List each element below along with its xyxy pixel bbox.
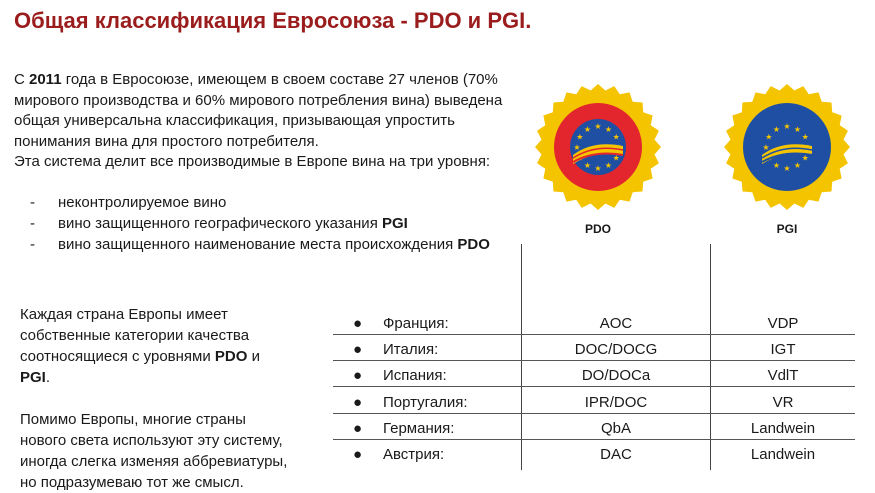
pdo-value: DAC xyxy=(600,446,632,463)
star-icon: ★ xyxy=(783,122,791,131)
pgi-value: Landwein xyxy=(750,446,816,463)
bullet-icon: ● xyxy=(353,341,363,358)
pgi-seal-logo xyxy=(722,80,852,214)
star-icon: ★ xyxy=(772,161,781,171)
country-label: Португалия: xyxy=(383,394,468,411)
pgi-logo-panel xyxy=(710,74,864,244)
table-row xyxy=(333,312,855,338)
levels-list xyxy=(30,192,490,255)
pdo-value: DO/DOCa xyxy=(581,367,651,384)
level-item: - неконтролируемое вино xyxy=(30,194,227,211)
pgi-value: IGT xyxy=(770,341,796,358)
star-icon: ★ xyxy=(604,124,613,134)
level-item: - вино защищенного наименование места происхождения PDO xyxy=(30,236,490,253)
star-icon: ★ xyxy=(573,143,581,152)
star-icon: ★ xyxy=(612,153,620,163)
pdo-value: IPR/DOC xyxy=(584,394,648,411)
star-icon: ★ xyxy=(765,132,773,142)
pdo-seal-logo xyxy=(533,80,663,214)
intro-year: 2011 xyxy=(29,71,62,88)
country-label: Австрия: xyxy=(383,446,445,463)
intro-text xyxy=(14,70,504,173)
pgi-caption: PGI xyxy=(776,222,798,236)
side-notes xyxy=(20,304,290,493)
bullet-icon: ● xyxy=(353,367,363,384)
star-icon: ★ xyxy=(762,143,770,152)
pdo-value: QbA xyxy=(600,420,631,437)
intro-paragraph-1: С 2011 года в Евросоюзе, имеющем в своем составе 27 членов (70% мирового производства и 60% мирового потребления вина) выведена общая универсальна классификация, призывающая упростить понимания вина для простого потребителя. xyxy=(14,71,503,150)
star-icon: ★ xyxy=(783,164,791,173)
pgi-ring-text: PROTECTED GEOGRAPHICAL INDICATION xyxy=(733,92,842,202)
page-title: Общая классификация Евросоюза - PDO и PGI. xyxy=(14,8,532,33)
country-label: Германия: xyxy=(383,420,455,437)
pdo-value: AOC xyxy=(599,315,633,332)
pdo-value: DOC/DOCG xyxy=(574,341,658,358)
table-row xyxy=(333,364,855,390)
bullet-icon: ● xyxy=(353,315,363,332)
bullet-icon: ● xyxy=(353,394,363,411)
side-paragraph-1: Каждая страна Европы имеет собственные категории качества соотносящиеся с уровнями PDO и PGI. xyxy=(20,306,260,386)
bullet-icon: ● xyxy=(353,446,363,463)
bullet-icon: ● xyxy=(353,420,363,437)
pdo-logo-panel xyxy=(521,74,675,244)
star-icon: ★ xyxy=(583,124,592,134)
country-label: Италия: xyxy=(383,341,439,358)
intro-paragraph-2: Эта система делит все производимые в Европе вина на три уровня: xyxy=(14,153,491,170)
pdo-ring-text: PROTECTED DESIGNATION OF ORIGIN xyxy=(544,92,653,201)
table-row xyxy=(333,338,855,364)
table-row xyxy=(333,417,855,443)
pdo-caption: PDO xyxy=(584,222,611,236)
country-label: Испания: xyxy=(383,367,447,384)
star-icon: ★ xyxy=(594,122,602,131)
star-icon: ★ xyxy=(793,161,802,171)
country-label: Франция: xyxy=(383,315,449,332)
side-paragraph-2: Помимо Европы, многие страны нового света используют эту систему, иногда слегка изменяя аббревиатуры, но подразумеваю тот же смысл. xyxy=(20,411,288,491)
table-row xyxy=(333,443,855,469)
pgi-value: VDP xyxy=(767,315,799,332)
pgi-value: VdlT xyxy=(767,367,799,384)
star-icon: ★ xyxy=(594,164,602,173)
pgi-value: VR xyxy=(772,394,794,411)
star-icon: ★ xyxy=(576,132,584,142)
table-row xyxy=(333,391,855,417)
star-icon: ★ xyxy=(801,132,809,142)
pgi-value: Landwein xyxy=(750,420,816,437)
star-icon: ★ xyxy=(772,124,781,134)
level-item: - вино защищенного географического указания PGI xyxy=(30,215,408,232)
star-icon: ★ xyxy=(801,153,809,163)
star-icon: ★ xyxy=(604,161,613,171)
star-icon: ★ xyxy=(583,161,592,171)
star-icon: ★ xyxy=(793,124,802,134)
star-icon: ★ xyxy=(612,132,620,142)
